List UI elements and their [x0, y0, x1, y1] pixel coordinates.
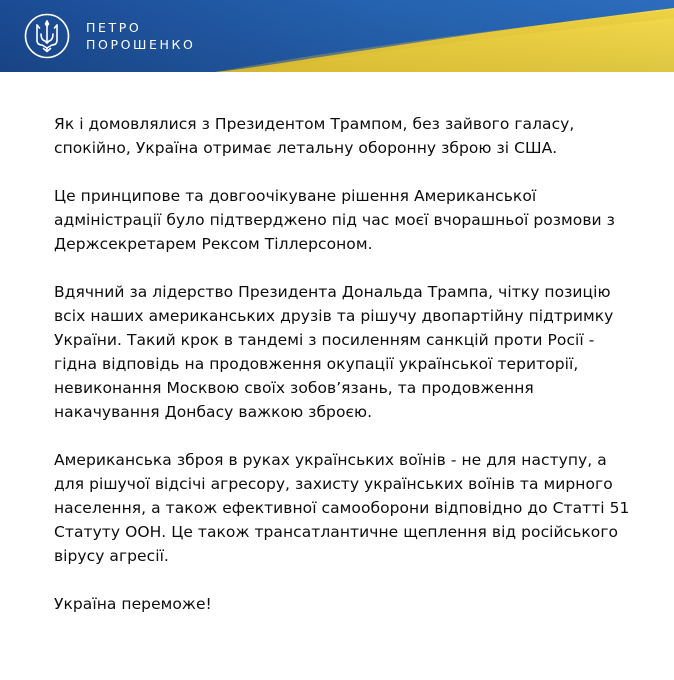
text-line: накачування Донбасу важкою зброєю.	[54, 403, 373, 421]
text-line: Як і домовлялися з Президентом Трампом, без зайвого галасу,	[54, 115, 575, 133]
text-line: невиконання Москвою своїх зобов’язань, та продовження	[54, 379, 534, 397]
text-line: Це принципове та довгоочікуване рішення Американської	[54, 187, 537, 205]
statement-text	[54, 112, 654, 640]
text-line: Держсекретарем Рексом Тіллерсоном.	[54, 235, 373, 253]
brand-name	[86, 19, 195, 53]
text-line: Вдячний за лідерство Президента Дональда Трампа, чітку позицію	[54, 283, 611, 301]
text-line: гідна відповідь на продовження окупації української території,	[54, 355, 579, 373]
text-line: населення, а також ефективної самооборони відповідно до Статті 51	[54, 499, 630, 517]
brand-first-name: ПЕТРО	[86, 20, 142, 35]
text-line: України. Такий крок в тандемі з посиленням санкцій проти Росії -	[54, 331, 595, 349]
text-line: Статуту ООН. Це також трансатлантичне щеплення від російського	[54, 523, 619, 541]
flag-banner	[0, 0, 674, 72]
brand-last-name: ПОРОШЕНКО	[86, 37, 196, 52]
paragraph-2	[54, 184, 654, 256]
paragraph-3	[54, 280, 654, 424]
text-line: всіх наших американських друзів та рішучу двопартійну підтримку	[54, 307, 614, 325]
text-line: вірусу агресії.	[54, 547, 169, 565]
text-line: адміністрації було підтверджено під час моєї вчорашньої розмови з	[54, 211, 615, 229]
text-line: спокійно, Україна отримає летальну оборонну зброю зі США.	[54, 139, 558, 157]
text-line: Американська зброя в руках українських воїнів - не для наступу, а	[54, 451, 607, 469]
text-line: для рішучої відсічі агресору, захисту українських воїнів та мирного	[54, 475, 613, 493]
trident-icon	[24, 12, 70, 60]
paragraph-1	[54, 112, 654, 160]
text-line: Україна переможе!	[54, 595, 212, 613]
paragraph-5-closing	[54, 592, 654, 616]
paragraph-4	[54, 448, 654, 568]
